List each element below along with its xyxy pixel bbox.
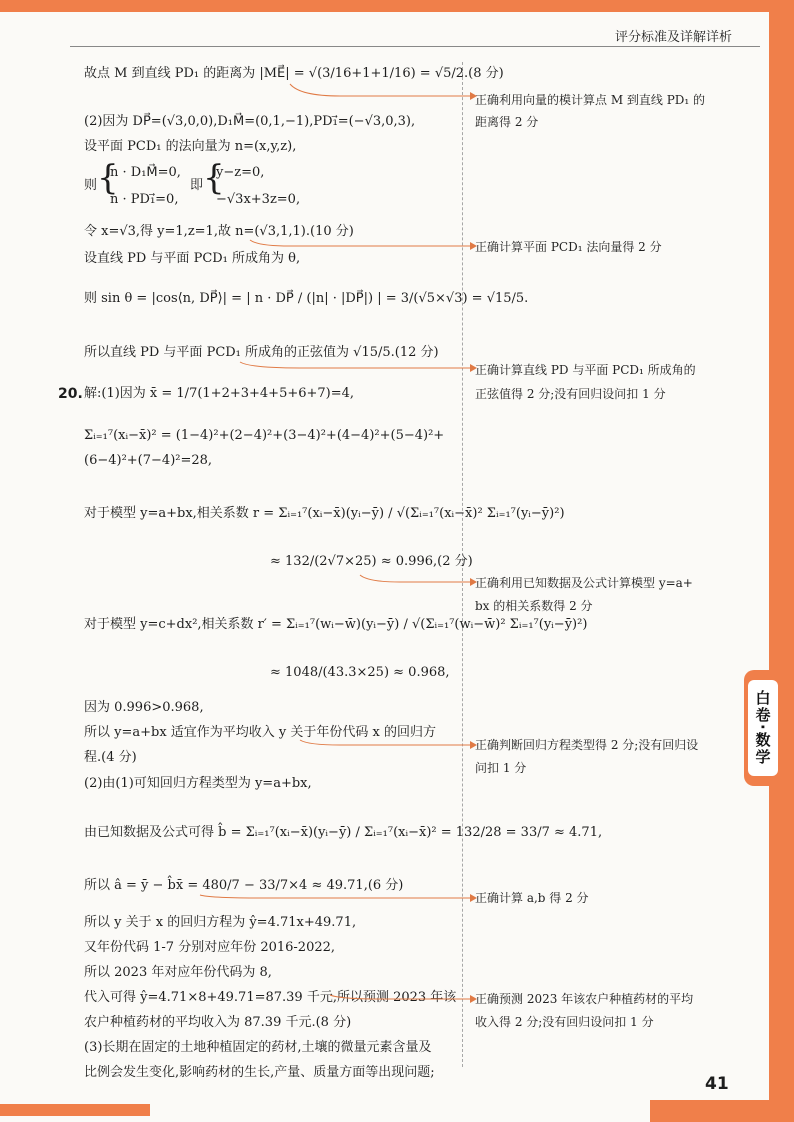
arrow-line xyxy=(290,84,470,96)
solution-line: 则 xyxy=(84,178,98,193)
scoring-note: 正确计算 a,b 得 2 分 xyxy=(475,891,589,905)
solution-line: ≈ 132/(2√7×25) ≈ 0.996,(2 分) xyxy=(270,554,473,569)
solution-line: 对于模型 y=a+bx,相关系数 r = Σᵢ₌₁⁷(xᵢ−x̄)(yᵢ−ȳ) / √(Σᵢ₌₁⁷(xᵢ−x̄)² Σᵢ₌₁⁷(yᵢ−ȳ)²) xyxy=(84,506,565,521)
solution-line: 所以 â = ȳ − b̂x̄ = 480/7 − 33/7×4 ≈ 49.71,(6 分) xyxy=(84,878,404,893)
left-brace: { xyxy=(97,158,119,198)
question-number: 20. xyxy=(58,386,83,402)
scoring-note: 正确预测 2023 年该农户种植药材的平均 xyxy=(475,992,694,1006)
scoring-note: 距离得 2 分 xyxy=(475,115,539,129)
left-brace: { xyxy=(203,158,225,198)
solution-line: 故点 M 到直线 PD₁ 的距离为 |ME⃗| = √(3/16+1+1/16) = √5/2.(8 分) xyxy=(84,66,504,81)
solution-line: (2)由(1)可知回归方程类型为 y=a+bx, xyxy=(84,776,312,791)
scoring-note: bx 的相关系数得 2 分 xyxy=(475,599,593,613)
arrow-line xyxy=(330,995,470,999)
solution-line: 所以 y 关于 x 的回归方程为 ŷ=4.71x+49.71, xyxy=(84,915,357,930)
solution-line: 所以 y=a+bx 适宜作为平均收入 y 关于年份代码 x 的回归方 xyxy=(84,725,437,740)
arrow-line xyxy=(250,240,470,246)
scoring-note: 正确计算直线 PD 与平面 PCD₁ 所成角的 xyxy=(475,363,696,377)
solution-line: ≈ 1048/(43.3×25) ≈ 0.968, xyxy=(270,665,450,680)
equation-line: n · PD₁⃗=0, xyxy=(110,192,179,207)
scoring-note: 正确利用向量的模计算点 M 到直线 PD₁ 的 xyxy=(475,93,706,107)
arrow-line xyxy=(360,575,470,582)
solution-line: 程.(4 分) xyxy=(84,750,137,765)
scoring-note: 正确利用已知数据及公式计算模型 y=a+ xyxy=(475,576,693,590)
scoring-note: 正确判断回归方程类型得 2 分;没有回归设 xyxy=(475,738,699,752)
equation-line: −√3x+3z=0, xyxy=(216,192,301,207)
solution-line: 所以 2023 年对应年份代码为 8, xyxy=(84,965,272,980)
page-header-title: 评分标准及详解详析 xyxy=(615,30,733,45)
scoring-note: 问扣 1 分 xyxy=(475,761,527,775)
solution-line: 农户种植药材的平均收入为 87.39 千元.(8 分) xyxy=(84,1015,352,1030)
solution-line: 又年份代码 1-7 分别对应年份 2016-2022, xyxy=(84,940,336,955)
solution-line: 则 sin θ = |cos⟨n, DP⃗⟩| = | n · DP⃗ / (|n| · |DP⃗|) | = 3/(√5×√3) = √15/5. xyxy=(84,291,529,306)
solution-line: 设平面 PCD₁ 的法向量为 n=(x,y,z), xyxy=(84,139,297,154)
solution-line: 代入可得 ŷ=4.71×8+49.71=87.39 千元,所以预测 2023 年该 xyxy=(84,990,457,1005)
side-tab-label: 白卷·数学 xyxy=(748,680,778,776)
solution-line: 因为 0.996>0.968, xyxy=(84,700,204,715)
page-number: 41 xyxy=(705,1074,729,1094)
equation-line: y−z=0, xyxy=(216,165,265,180)
solution-line: Σᵢ₌₁⁷(xᵢ−x̄)² = (1−4)²+(2−4)²+(3−4)²+(4−4)²+(5−4)²+ xyxy=(84,428,445,443)
arrow-line xyxy=(300,740,470,745)
scoring-note: 正确计算平面 PCD₁ 法向量得 2 分 xyxy=(475,240,662,254)
scoring-note: 正弦值得 2 分;没有回归设问扣 1 分 xyxy=(475,387,666,401)
solution-line: 即 xyxy=(190,178,204,193)
solution-line: 设直线 PD 与平面 PCD₁ 所成角为 θ, xyxy=(84,251,301,266)
solution-line: 由已知数据及公式可得 b̂ = Σᵢ₌₁⁷(xᵢ−x̄)(yᵢ−ȳ) / Σᵢ₌₁⁷(xᵢ−x̄)² = 132/28 = 33/7 ≈ 4.71, xyxy=(84,825,603,840)
scoring-note: 收入得 2 分;没有回归设问扣 1 分 xyxy=(475,1015,654,1029)
solution-line: (2)因为 DP⃗=(√3,0,0),D₁M⃗=(0,1,−1),PD₁⃗=(−√3,0,3), xyxy=(84,114,416,129)
solution-line: (6−4)²+(7−4)²=28, xyxy=(84,453,213,468)
arrow-line xyxy=(240,362,470,368)
solution-line: 令 x=√3,得 y=1,z=1,故 n=(√3,1,1).(10 分) xyxy=(84,224,354,239)
solution-line: 对于模型 y=c+dx²,相关系数 r′ = Σᵢ₌₁⁷(wᵢ−w̄)(yᵢ−ȳ) / √(Σᵢ₌₁⁷(wᵢ−w̄)² Σᵢ₌₁⁷(yᵢ−ȳ)²) xyxy=(84,617,588,632)
solution-line: 比例会发生变化,影响药材的生长,产量、质量方面等出现问题; xyxy=(84,1065,435,1080)
solution-line: (3)长期在固定的土地种植固定的药材,土壤的微量元素含量及 xyxy=(84,1040,432,1055)
solution-line: 解:(1)因为 x̄ = 1/7(1+2+3+4+5+6+7)=4, xyxy=(84,386,355,401)
equation-line: n · D₁M⃗=0, xyxy=(110,165,181,180)
solution-line: 所以直线 PD 与平面 PCD₁ 所成角的正弦值为 √15/5.(12 分) xyxy=(84,345,439,360)
arrow-line xyxy=(200,895,470,898)
